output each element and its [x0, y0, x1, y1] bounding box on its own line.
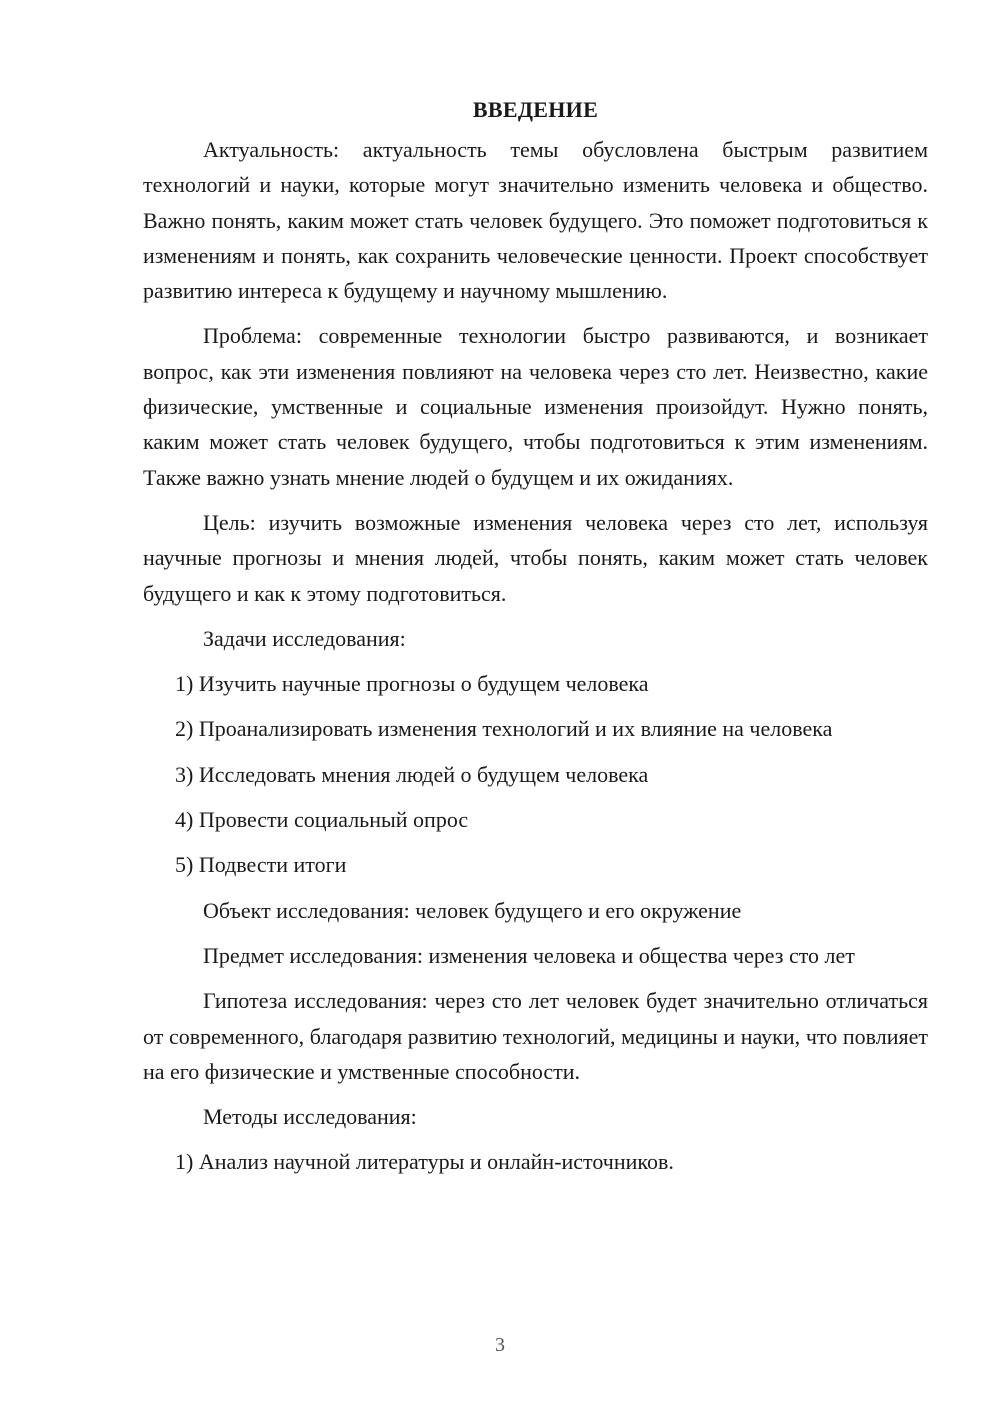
problem-paragraph: Проблема: современные технологии быстро развиваются, и возникает вопрос, как эти изменения повлияют на человека через сто лет. Неизвестно, какие физические, умственные и социальные изменения произойдут. Нужно понять, каким может стать человек будущего, чтобы подготовиться к этим изменениям. Также важно узнать мнение людей о будущем и их ожиданиях. [143, 323, 928, 490]
tasks-title: Задачи исследования: [203, 625, 406, 651]
methods-title: Методы исследования: [203, 1104, 417, 1130]
tasks-list [143, 666, 928, 882]
document-page [143, 92, 928, 1190]
object-paragraph: Объект исследования: человек будущего и его окружение [203, 897, 742, 923]
task-item: 3) Исследовать мнения людей о будущем человека [175, 761, 649, 787]
task-item: 5) Подвести итоги [175, 852, 347, 878]
page-number: 3 [495, 1334, 505, 1356]
task-item: 2) Проанализировать изменения технологий и их влияние на человека [175, 716, 833, 742]
goal-paragraph: Цель: изучить возможные изменения человека через сто лет, используя научные прогнозы и мнения людей, чтобы понять, каким может стать человек будущего и как к этому подготовиться. [143, 509, 928, 606]
method-item: 1) Анализ научной литературы и онлайн-источников. [175, 1149, 674, 1175]
task-item: 4) Провести социальный опрос [175, 807, 469, 833]
section-heading: ВВЕДЕНИЕ [472, 97, 599, 122]
methods-list [143, 1144, 928, 1179]
relevance-paragraph: Актуальность: актуальность темы обусловлена быстрым развитием технологий и науки, которые могут значительно изменить человека и общество. Важно понять, каким может стать человек будущего. Это поможет подготовиться к изменениям и понять, как сохранить человеческие ценности. Проект способствует развитию интереса к будущему и научному мышлению. [143, 137, 928, 304]
task-item: 1) Изучить научные прогнозы о будущем человека [175, 671, 649, 697]
subject-paragraph: Предмет исследования: изменения человека и общества через сто лет [203, 942, 855, 968]
hypothesis-paragraph: Гипотеза исследования: через сто лет человек будет значительно отличаться от современного, благодаря развитию технологий, медицины и науки, что повлияет на его физические и умственные способности. [143, 988, 928, 1084]
